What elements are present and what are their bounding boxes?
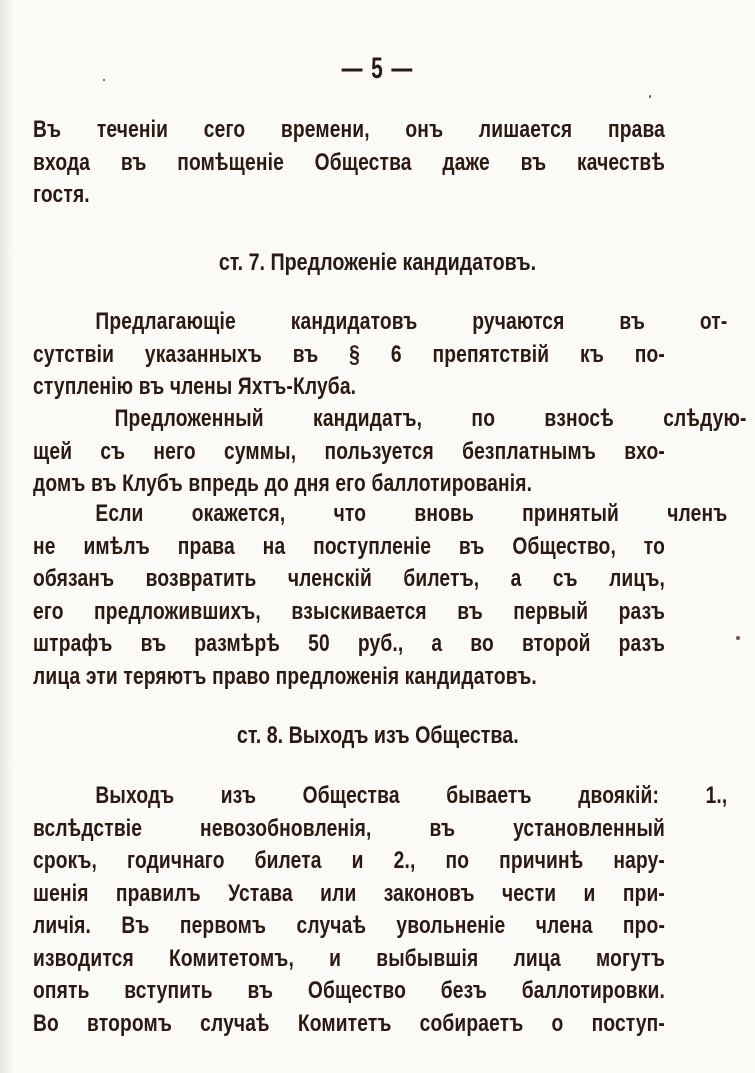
text-line: обязанъ возвратить членскій билетъ, а съ лицъ, [33,565,665,592]
text-line: Въ теченіи сего времени, онъ лишается права [33,116,665,143]
text-line: Если окажется, что вновь принятый членъ [95,500,728,527]
text-line: входа въ помѣщеніе Общества даже въ качествѣ [33,148,665,176]
text-line: домъ въ Клубъ впредь до дня его баллотированія. [33,470,533,497]
section-7-paragraph-1 [33,306,728,404]
text-line: Выходъ изъ Общества бываетъ двоякій: 1., [95,782,728,809]
text-line: опять вступить въ Общество безъ баллотировки. [33,977,665,1004]
section-8-paragraph-1 [33,780,728,1040]
section-7-paragraph-3 [33,498,728,693]
section-7-title: Предложеніе кандидатовъ. [270,249,537,276]
text-line: ступленію въ члены Яхтъ-Клуба. [33,373,357,400]
section-7-number: ст. 7. [218,249,266,276]
page-number [57,52,699,86]
text-line: штрафъ въ размѣрѣ 50 руб., а во второй разъ [33,630,665,657]
text-line: Предложенный кандидатъ, по взносѣ слѣдую- [114,405,747,432]
section-8-title: Выходъ изъ Общества. [288,722,519,749]
section-8-number: ст. 8. [236,722,283,749]
text-line: вслѣдствіе невозобновленія, въ установленный [33,814,665,842]
text-line: Во второмъ случаѣ Комитетъ собираетъ о поступ- [33,1009,665,1037]
section-8-heading [0,722,755,750]
ink-speck [103,79,105,81]
continuation-paragraph [33,114,665,212]
text-line: сутствіи указанныхъ въ § 6 препятствій къ по- [33,340,665,368]
page-number-text: — 5 — [341,52,414,85]
text-line: срокъ, годичнаго билета и 2., по причинѣ нару- [33,847,665,874]
text-line: его предложившихъ, взыскивается въ первый разъ [33,597,665,625]
text-line: щей съ него суммы, пользуется безплатнымъ вхо- [33,437,665,465]
text-line: шенія правилъ Устава или законовъ чести и при- [33,879,665,907]
ink-speck [736,636,740,640]
section-7-paragraph-2 [33,403,747,501]
section-7-heading [0,249,755,277]
text-line: Предлагающіе кандидатовъ ручаются въ от- [95,308,728,335]
text-line: личія. Въ первомъ случаѣ увольненіе члена про- [33,912,665,939]
text-line: изводится Комитетомъ, и выбывшія лица могутъ [33,944,665,972]
text-line: гостя. [33,181,90,208]
text-line: не имѣлъ права на поступленіе въ Общество, то [33,532,665,560]
ink-speck [649,95,651,98]
text-line: лица эти теряютъ право предложенія кандидатовъ. [33,662,537,690]
